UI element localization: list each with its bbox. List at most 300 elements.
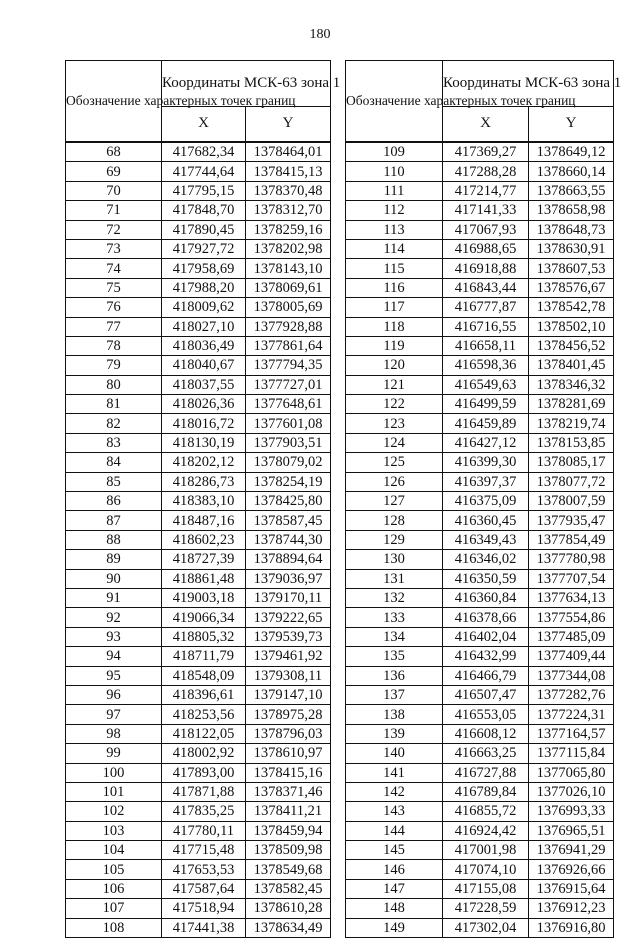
table-row	[66, 666, 331, 685]
table-row	[66, 433, 331, 452]
x-coordinate-cell: 417988,20	[162, 278, 246, 297]
point-number-cell: 93	[66, 627, 162, 646]
table-row	[66, 724, 331, 743]
table-row	[346, 162, 614, 181]
x-coordinate-cell: 416608,12	[443, 724, 529, 743]
x-coordinate-cell: 418202,12	[162, 453, 246, 472]
table-row	[346, 588, 614, 607]
x-coordinate-cell: 416360,45	[443, 511, 529, 530]
y-coordinate-cell: 1378610,97	[246, 744, 331, 763]
table-row	[346, 395, 614, 414]
point-number-cell: 114	[346, 239, 443, 258]
x-coordinate-cell: 416658,11	[443, 336, 529, 355]
point-number-cell: 95	[66, 666, 162, 685]
x-coordinate-cell: 416349,43	[443, 530, 529, 549]
y-coordinate-cell: 1378894,64	[246, 550, 331, 569]
y-coordinate-cell: 1378259,16	[246, 220, 331, 239]
x-coordinate-cell: 417302,04	[443, 918, 529, 937]
table-row	[346, 259, 614, 278]
y-coordinate-cell: 1378648,73	[529, 220, 614, 239]
point-number-cell: 86	[66, 492, 162, 511]
table-row	[66, 841, 331, 860]
table-row	[346, 550, 614, 569]
x-coordinate-cell: 417001,98	[443, 841, 529, 860]
y-coordinate-cell: 1378346,32	[529, 375, 614, 394]
point-number-cell: 79	[66, 356, 162, 375]
x-coordinate-cell: 416375,09	[443, 492, 529, 511]
x-coordinate-cell: 417369,27	[443, 142, 529, 162]
x-coordinate-cell: 418009,62	[162, 298, 246, 317]
x-coordinate-cell: 417155,08	[443, 879, 529, 898]
table-body	[66, 142, 331, 938]
table-row	[346, 336, 614, 355]
table-row	[346, 317, 614, 336]
point-number-cell: 94	[66, 647, 162, 666]
y-coordinate-cell: 1378542,78	[529, 298, 614, 317]
x-coordinate-cell: 416924,42	[443, 821, 529, 840]
point-number-cell: 148	[346, 899, 443, 918]
point-name-header: Обозначение характерных точек границ	[346, 61, 443, 143]
table-row	[346, 802, 614, 821]
y-coordinate-cell: 1378219,74	[529, 414, 614, 433]
table-row	[346, 666, 614, 685]
page-number: 180	[309, 27, 331, 42]
y-coordinate-cell: 1379147,10	[246, 685, 331, 704]
point-number-cell: 73	[66, 239, 162, 258]
table-row	[66, 298, 331, 317]
x-coordinate-cell: 417893,00	[162, 763, 246, 782]
table-row	[346, 899, 614, 918]
y-coordinate-cell: 1376965,51	[529, 821, 614, 840]
x-coordinate-cell: 417214,77	[443, 181, 529, 200]
table-row	[346, 569, 614, 588]
x-coordinate-cell: 417141,33	[443, 201, 529, 220]
x-coordinate-cell: 417744,64	[162, 162, 246, 181]
table-row	[66, 239, 331, 258]
x-coordinate-cell: 416399,30	[443, 453, 529, 472]
y-coordinate-cell: 1376926,66	[529, 860, 614, 879]
point-number-cell: 71	[66, 201, 162, 220]
table-row	[346, 201, 614, 220]
x-coordinate-cell: 416663,25	[443, 744, 529, 763]
y-coordinate-cell: 1378509,98	[246, 841, 331, 860]
x-coordinate-cell: 418040,67	[162, 356, 246, 375]
point-number-cell: 75	[66, 278, 162, 297]
table-row	[66, 802, 331, 821]
point-number-cell: 112	[346, 201, 443, 220]
point-number-cell: 142	[346, 782, 443, 801]
y-coordinate-cell: 1378077,72	[529, 472, 614, 491]
y-coordinate-cell: 1376912,23	[529, 899, 614, 918]
point-number-cell: 138	[346, 705, 443, 724]
point-number-cell: 108	[66, 918, 162, 937]
table-row	[66, 744, 331, 763]
point-name-header: Обозначение характерных точек границ	[66, 61, 162, 143]
point-number-cell: 117	[346, 298, 443, 317]
point-number-cell: 125	[346, 453, 443, 472]
coordinates-table-right	[345, 60, 622, 938]
y-coordinate-cell: 1378582,45	[246, 879, 331, 898]
point-number-cell: 139	[346, 724, 443, 743]
x-coordinate-cell: 418016,72	[162, 414, 246, 433]
table-row	[346, 918, 614, 937]
point-number-cell: 132	[346, 588, 443, 607]
x-coordinate-cell: 416397,37	[443, 472, 529, 491]
x-coordinate-cell: 417067,93	[443, 220, 529, 239]
table-row	[66, 317, 331, 336]
y-coordinate-cell: 1377780,98	[529, 550, 614, 569]
y-coordinate-cell: 1377485,09	[529, 627, 614, 646]
x-coordinate-cell: 417653,53	[162, 860, 246, 879]
table-row	[66, 472, 331, 491]
x-coordinate-cell: 416402,04	[443, 627, 529, 646]
point-number-cell: 122	[346, 395, 443, 414]
table-row	[66, 821, 331, 840]
x-coordinate-cell: 416727,88	[443, 763, 529, 782]
y-coordinate-cell: 1378005,69	[246, 298, 331, 317]
point-number-cell: 76	[66, 298, 162, 317]
x-coordinate-cell: 416855,72	[443, 802, 529, 821]
point-number-cell: 128	[346, 511, 443, 530]
table-row	[346, 879, 614, 898]
y-coordinate-cell: 1378456,52	[529, 336, 614, 355]
y-coordinate-cell: 1378549,68	[246, 860, 331, 879]
y-coordinate-cell: 1376915,64	[529, 879, 614, 898]
table-row	[66, 375, 331, 394]
point-number-cell: 136	[346, 666, 443, 685]
point-number-cell: 145	[346, 841, 443, 860]
x-coordinate-cell: 417715,48	[162, 841, 246, 860]
x-coordinate-cell: 418711,79	[162, 647, 246, 666]
y-coordinate-cell: 1377794,35	[246, 356, 331, 375]
x-coordinate-cell: 418861,48	[162, 569, 246, 588]
table-row	[346, 627, 614, 646]
table-row	[346, 530, 614, 549]
x-coordinate-cell: 418548,09	[162, 666, 246, 685]
point-number-cell: 80	[66, 375, 162, 394]
y-coordinate-cell: 1377164,57	[529, 724, 614, 743]
point-number-cell: 96	[66, 685, 162, 704]
table-row	[66, 492, 331, 511]
x-coordinate-cell: 419066,34	[162, 608, 246, 627]
point-number-cell: 119	[346, 336, 443, 355]
table-row	[66, 705, 331, 724]
coordinates-header: Координаты МСК-63 зона 1	[162, 61, 331, 107]
point-number-cell: 84	[66, 453, 162, 472]
point-number-cell: 104	[66, 841, 162, 860]
y-coordinate-cell: 1378587,45	[246, 511, 331, 530]
y-coordinate-cell: 1378007,59	[529, 492, 614, 511]
y-coordinate-cell: 1378630,91	[529, 239, 614, 258]
point-number-cell: 101	[66, 782, 162, 801]
table-row	[346, 724, 614, 743]
x-column-header: X	[443, 106, 529, 142]
x-coordinate-cell: 418130,19	[162, 433, 246, 452]
table-row	[66, 201, 331, 220]
table-row	[66, 278, 331, 297]
x-coordinate-cell: 418602,23	[162, 530, 246, 549]
y-coordinate-cell: 1378415,13	[246, 162, 331, 181]
table-row	[66, 414, 331, 433]
y-coordinate-cell: 1377115,84	[529, 744, 614, 763]
table-row	[66, 511, 331, 530]
table-row	[346, 414, 614, 433]
x-coordinate-cell: 416843,44	[443, 278, 529, 297]
y-coordinate-cell: 1377935,47	[529, 511, 614, 530]
table-row	[346, 744, 614, 763]
point-number-cell: 134	[346, 627, 443, 646]
x-coordinate-cell: 416360,84	[443, 588, 529, 607]
table-row	[66, 879, 331, 898]
point-number-cell: 102	[66, 802, 162, 821]
table-row	[346, 860, 614, 879]
point-number-cell: 129	[346, 530, 443, 549]
y-coordinate-cell: 1377344,08	[529, 666, 614, 685]
y-coordinate-cell: 1378312,70	[246, 201, 331, 220]
x-coordinate-cell: 418026,36	[162, 395, 246, 414]
point-number-cell: 87	[66, 511, 162, 530]
point-number-cell: 135	[346, 647, 443, 666]
table-row	[346, 492, 614, 511]
point-number-cell: 68	[66, 142, 162, 162]
point-number-cell: 147	[346, 879, 443, 898]
y-coordinate-cell: 1379036,97	[246, 569, 331, 588]
x-coordinate-cell: 417587,64	[162, 879, 246, 898]
table-row	[346, 782, 614, 801]
y-coordinate-cell: 1378085,17	[529, 453, 614, 472]
point-number-cell: 91	[66, 588, 162, 607]
point-number-cell: 123	[346, 414, 443, 433]
point-number-cell: 144	[346, 821, 443, 840]
x-coordinate-cell: 417228,59	[443, 899, 529, 918]
y-coordinate-cell: 1378975,28	[246, 705, 331, 724]
y-coordinate-cell: 1378658,98	[529, 201, 614, 220]
point-number-cell: 121	[346, 375, 443, 394]
y-coordinate-cell: 1379170,11	[246, 588, 331, 607]
x-coordinate-cell: 418286,73	[162, 472, 246, 491]
table-row	[66, 860, 331, 879]
point-number-cell: 149	[346, 918, 443, 937]
x-coordinate-cell: 417074,10	[443, 860, 529, 879]
table-row	[346, 433, 614, 452]
x-coordinate-cell: 419003,18	[162, 588, 246, 607]
table-row	[346, 298, 614, 317]
point-number-cell: 141	[346, 763, 443, 782]
x-coordinate-cell: 417927,72	[162, 239, 246, 258]
x-coordinate-cell: 418027,10	[162, 317, 246, 336]
point-number-cell: 69	[66, 162, 162, 181]
table-row	[346, 278, 614, 297]
point-number-cell: 100	[66, 763, 162, 782]
table-row	[66, 259, 331, 278]
y-coordinate-cell: 1378464,01	[246, 142, 331, 162]
table-row	[346, 705, 614, 724]
y-coordinate-cell: 1378411,21	[246, 802, 331, 821]
point-number-cell: 115	[346, 259, 443, 278]
x-coordinate-cell: 418002,92	[162, 744, 246, 763]
y-coordinate-cell: 1378401,45	[529, 356, 614, 375]
table-row	[346, 821, 614, 840]
y-coordinate-cell: 1377854,49	[529, 530, 614, 549]
x-coordinate-cell: 416598,36	[443, 356, 529, 375]
point-number-cell: 146	[346, 860, 443, 879]
coordinates-header: Координаты МСК-63 зона 1	[443, 61, 614, 107]
y-coordinate-cell: 1379308,11	[246, 666, 331, 685]
table-row	[66, 627, 331, 646]
x-coordinate-cell: 418805,32	[162, 627, 246, 646]
x-coordinate-cell: 417871,88	[162, 782, 246, 801]
y-coordinate-cell: 1378634,49	[246, 918, 331, 937]
point-number-cell: 98	[66, 724, 162, 743]
table-row	[346, 511, 614, 530]
x-coordinate-cell: 418036,49	[162, 336, 246, 355]
x-coordinate-cell: 416553,05	[443, 705, 529, 724]
y-coordinate-cell: 1376916,80	[529, 918, 614, 937]
table-row	[66, 763, 331, 782]
table-row	[346, 472, 614, 491]
x-coordinate-cell: 417835,25	[162, 802, 246, 821]
y-coordinate-cell: 1378415,16	[246, 763, 331, 782]
table-row	[66, 530, 331, 549]
table-body	[346, 142, 614, 938]
x-coordinate-cell: 417848,70	[162, 201, 246, 220]
x-coordinate-cell: 416499,59	[443, 395, 529, 414]
x-coordinate-cell: 416346,02	[443, 550, 529, 569]
point-number-cell: 70	[66, 181, 162, 200]
table-row	[66, 550, 331, 569]
point-number-cell: 107	[66, 899, 162, 918]
y-coordinate-cell: 1378576,67	[529, 278, 614, 297]
point-number-cell: 83	[66, 433, 162, 452]
y-coordinate-cell: 1377903,51	[246, 433, 331, 452]
x-coordinate-cell: 417795,15	[162, 181, 246, 200]
x-coordinate-cell: 416918,88	[443, 259, 529, 278]
y-coordinate-cell: 1377707,54	[529, 569, 614, 588]
table-row	[66, 782, 331, 801]
x-coordinate-cell: 418396,61	[162, 685, 246, 704]
table-row	[66, 453, 331, 472]
table-row	[346, 375, 614, 394]
point-number-cell: 85	[66, 472, 162, 491]
point-number-cell: 130	[346, 550, 443, 569]
table-row	[66, 685, 331, 704]
x-coordinate-cell: 416777,87	[443, 298, 529, 317]
point-number-cell: 88	[66, 530, 162, 549]
y-coordinate-cell: 1377224,31	[529, 705, 614, 724]
y-coordinate-cell: 1376941,29	[529, 841, 614, 860]
y-coordinate-cell: 1378796,03	[246, 724, 331, 743]
table-row	[346, 647, 614, 666]
x-coordinate-cell: 416459,89	[443, 414, 529, 433]
point-number-cell: 110	[346, 162, 443, 181]
x-coordinate-cell: 416466,79	[443, 666, 529, 685]
y-coordinate-cell: 1377861,64	[246, 336, 331, 355]
y-coordinate-cell: 1378371,46	[246, 782, 331, 801]
table-row	[66, 356, 331, 375]
point-number-cell: 118	[346, 317, 443, 336]
y-coordinate-cell: 1378425,80	[246, 492, 331, 511]
point-number-cell: 103	[66, 821, 162, 840]
y-coordinate-cell: 1377409,44	[529, 647, 614, 666]
x-coordinate-cell: 416432,99	[443, 647, 529, 666]
point-number-cell: 99	[66, 744, 162, 763]
table-row	[66, 588, 331, 607]
y-coordinate-cell: 1377601,08	[246, 414, 331, 433]
point-number-cell: 124	[346, 433, 443, 452]
table-row	[346, 220, 614, 239]
x-coordinate-cell: 417288,28	[443, 162, 529, 181]
point-number-cell: 133	[346, 608, 443, 627]
x-coordinate-cell: 418727,39	[162, 550, 246, 569]
point-number-cell: 81	[66, 395, 162, 414]
y-column-header: Y	[246, 106, 331, 142]
y-coordinate-cell: 1379539,73	[246, 627, 331, 646]
y-coordinate-cell: 1378459,94	[246, 821, 331, 840]
point-number-cell: 74	[66, 259, 162, 278]
x-coordinate-cell: 417518,94	[162, 899, 246, 918]
table-row	[66, 569, 331, 588]
point-number-cell: 120	[346, 356, 443, 375]
y-coordinate-cell: 1378744,30	[246, 530, 331, 549]
table-row	[66, 647, 331, 666]
point-number-cell: 109	[346, 142, 443, 162]
table-row	[66, 162, 331, 181]
x-coordinate-cell: 417958,69	[162, 259, 246, 278]
point-number-cell: 126	[346, 472, 443, 491]
table-row	[66, 899, 331, 918]
point-number-cell: 140	[346, 744, 443, 763]
x-coordinate-cell: 418487,16	[162, 511, 246, 530]
point-number-cell: 127	[346, 492, 443, 511]
point-number-cell: 78	[66, 336, 162, 355]
point-number-cell: 89	[66, 550, 162, 569]
y-coordinate-cell: 1376993,33	[529, 802, 614, 821]
x-coordinate-cell: 416378,66	[443, 608, 529, 627]
table-row	[346, 453, 614, 472]
point-number-cell: 72	[66, 220, 162, 239]
x-coordinate-cell: 416549,63	[443, 375, 529, 394]
point-number-cell: 77	[66, 317, 162, 336]
table-row	[346, 181, 614, 200]
table-row	[66, 918, 331, 937]
y-coordinate-cell: 1378660,14	[529, 162, 614, 181]
x-coordinate-cell: 418122,05	[162, 724, 246, 743]
table-row	[66, 220, 331, 239]
y-coordinate-cell: 1378143,10	[246, 259, 331, 278]
y-coordinate-cell: 1378281,69	[529, 395, 614, 414]
y-coordinate-cell: 1378663,55	[529, 181, 614, 200]
table-row	[66, 395, 331, 414]
table-row	[66, 608, 331, 627]
x-coordinate-cell: 417780,11	[162, 821, 246, 840]
x-coordinate-cell: 416507,47	[443, 685, 529, 704]
x-column-header: X	[162, 106, 246, 142]
point-number-cell: 111	[346, 181, 443, 200]
x-coordinate-cell: 416716,55	[443, 317, 529, 336]
point-number-cell: 97	[66, 705, 162, 724]
table-row	[66, 181, 331, 200]
y-coordinate-cell: 1378370,48	[246, 181, 331, 200]
y-coordinate-cell: 1378254,19	[246, 472, 331, 491]
point-number-cell: 137	[346, 685, 443, 704]
y-coordinate-cell: 1377727,01	[246, 375, 331, 394]
y-column-header: Y	[529, 106, 614, 142]
point-number-cell: 131	[346, 569, 443, 588]
x-coordinate-cell: 417682,34	[162, 142, 246, 162]
table-row	[346, 608, 614, 627]
y-coordinate-cell: 1377554,86	[529, 608, 614, 627]
y-coordinate-cell: 1378502,10	[529, 317, 614, 336]
